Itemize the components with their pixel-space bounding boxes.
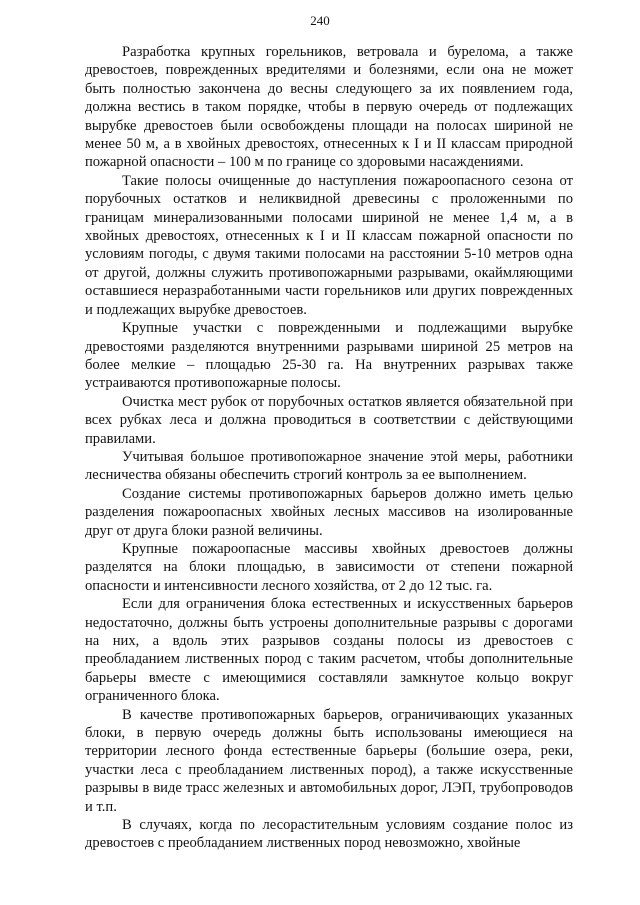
paragraph-5: Учитывая большое противопожарное значение этой меры, работники лесничества обязаны обеспечить строгий контроль за ее выполнением. (85, 448, 573, 484)
paragraph-3: Крупные участки с поврежденными и подлежащими вырубке древостоями разделяются внутренними разрывами шириной 25 метров на более мелкие – площадью 25-30 га. На внутренних разрывах также устраиваются противопожарные полосы. (85, 320, 573, 392)
paragraph-9: В качестве противопожарных барьеров, ограничивающих указанных блоки, в первую очередь должны быть использованы имеющиеся на территории лесного фонда естественные барьеры (большие озера, реки, участки леса с преобладанием лиственных пород), а также искусственные разрывы в виде трасс железных и автомобильных дорог, ЛЭП, трубопроводов и т.п. (85, 706, 573, 815)
paragraph-4: Очистка мест рубок от порубочных остатков является обязательной при всех рубках леса и должна проводиться в соответствии с действующими правилами. (85, 393, 573, 447)
paragraph-8: Если для ограничения блока естественных и искусственных барьеров недостаточно, должны быть устроены дополнительные разрывы с дорогами на них, а вдоль этих разрывов созданы полосы из древостоев с преобладанием лиственных пород с таким расчетом, чтобы дополнительные барьеры вместе с имеющимися составляли замкнутое кольцо вокруг ограниченного блока. (85, 596, 573, 705)
document-body (85, 43, 573, 853)
page-number: 240 (310, 13, 330, 28)
paragraph-2: Такие полосы очищенные до наступления пожароопасного сезона от порубочных остатков и неликвидной древесины с проложенными по границам минерализованными полосами шириной не менее 1,4 м, а в хвойных древостоях, отнесенных к I и II классам пожарной опасности по условиям погоды, с двумя такими полосами на расстоянии 5-10 метров одна от другой, должны служить противопожарными разрывами, окаймляющими оставшиеся неразработанными части горельников или других поврежденных и подлежащих вырубке древостоев. (85, 172, 573, 318)
paragraph-7: Крупные пожароопасные массивы хвойных древостоев должны разделятся на блоки площадью, в зависимости от степени пожарной опасности и интенсивности лесного хозяйства, от 2 до 12 тыс. га. (85, 540, 573, 594)
paragraph-1: Разработка крупных горельников, ветровала и бурелома, а также древостоев, поврежденных вредителями и болезнями, если она не может быть полностью закончена до весны следующего за их появлением года, должна вестись в таком порядке, чтобы в первую очередь от подлежащих вырубке древостоев были освобождены площади на полосах шириной не менее 50 м, а в хвойных древостоях, отнесенных к I и II классам природной пожарной опасности – 100 м по границе со здоровыми насаждениями. (85, 44, 573, 171)
paragraph-10: В случаях, когда по лесорастительным условиям создание полос из древостоев с преобладанием лиственных пород невозможно, хвойные (85, 817, 573, 852)
paragraph-6: Создание системы противопожарных барьеров должно иметь целью разделения пожароопасных хвойных лесных массивов на изолированные друг от друга блоки разной величины. (85, 485, 573, 539)
